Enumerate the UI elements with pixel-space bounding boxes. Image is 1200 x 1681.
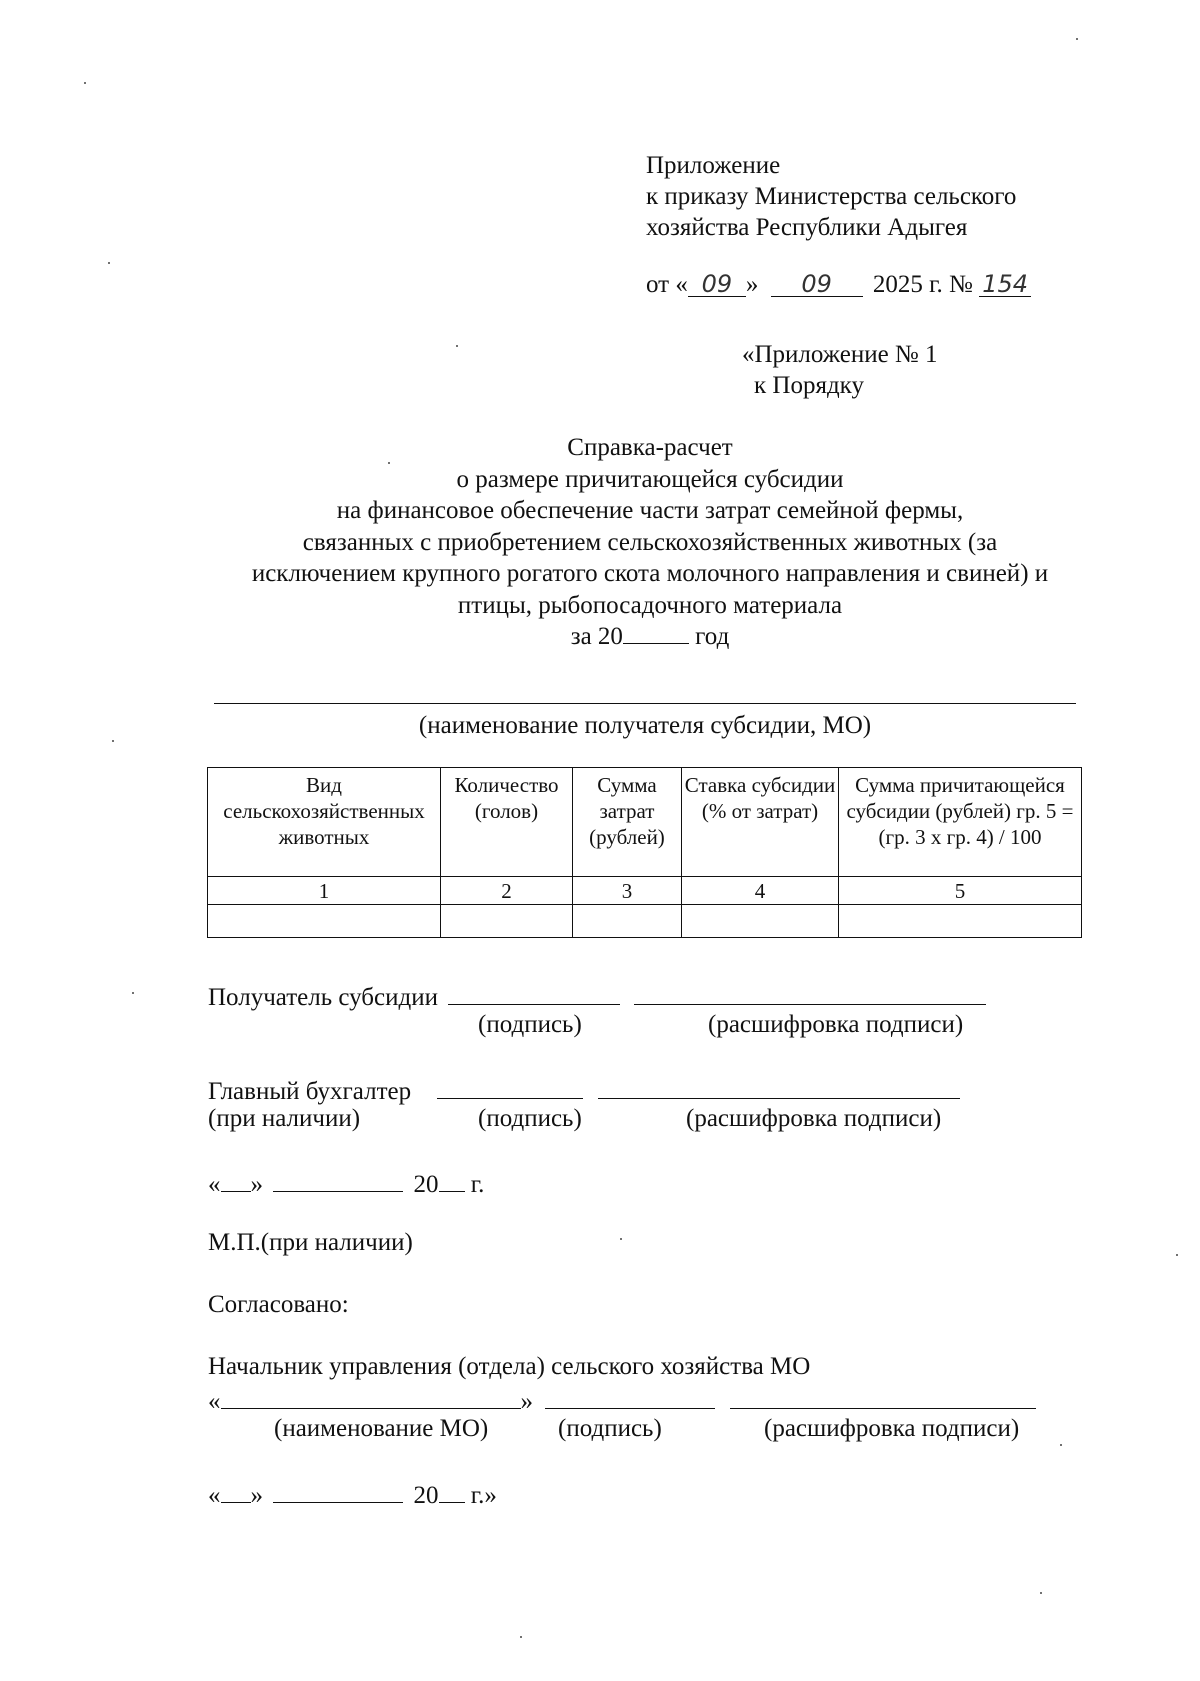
scan-speck [456, 345, 458, 347]
accountant-signature-row [208, 1074, 960, 1104]
date-row-1 [208, 1167, 484, 1197]
scan-speck [1176, 1254, 1178, 1256]
agreed-label: Согласовано: [208, 1291, 349, 1318]
scan-speck [132, 992, 134, 994]
date2-open: « [208, 1482, 221, 1509]
head-decoding-blank [730, 1384, 1036, 1409]
col-number-2: 2 [441, 877, 573, 905]
title-line-6: птицы, рыбопосадочного материала [457, 591, 843, 619]
accountant-decoding-caption: (расшифровка подписи) [686, 1105, 942, 1132]
date-open: « [208, 1171, 221, 1198]
title-line-4: связанных с приобретением сельскохозяйственных животных (за [302, 528, 998, 556]
order-month-handwritten: 09 [801, 270, 832, 298]
date-row-2 [208, 1478, 497, 1508]
table-number-row [208, 877, 1082, 905]
col-number-3: 3 [573, 877, 682, 905]
appendix-line-2: к Порядку [754, 372, 864, 399]
title-year-blank [623, 621, 689, 644]
order-mid: » [745, 271, 759, 298]
header-line-1: Приложение [646, 152, 781, 179]
order-number-handwritten: 154 [982, 270, 1029, 298]
header-rate: Ставка субсидии (% от затрат) [682, 768, 839, 877]
date2-year-blank [439, 1478, 465, 1503]
recipient-label: Получатель субсидии [208, 984, 438, 1011]
date2-close: » [250, 1482, 263, 1509]
recipient-name-line [214, 702, 1076, 704]
scan-speck [112, 740, 114, 742]
title-line-3: на финансовое обеспечение части затрат семейной фермы, [336, 497, 964, 524]
date-year: 20 [413, 1171, 439, 1198]
order-day-handwritten: 09 [701, 270, 733, 298]
title-line-1: Справка-расчет [567, 434, 733, 461]
accountant-decoding-blank [598, 1074, 960, 1099]
table-cell [839, 905, 1082, 938]
accountant-note: (при наличии) [208, 1105, 361, 1132]
table-cell [441, 905, 573, 938]
col-number-5: 5 [839, 877, 1082, 905]
order-date-line [646, 272, 1031, 297]
date2-suffix: г.» [470, 1482, 497, 1509]
head-decoding-caption: (расшифровка подписи) [764, 1415, 1020, 1442]
header-quantity: Количество (голов) [441, 768, 573, 877]
table-cell [208, 905, 441, 938]
date2-year: 20 [413, 1482, 439, 1509]
date-day-blank [221, 1167, 251, 1192]
order-day-field [688, 272, 746, 297]
head-label: Начальник управления (отдела) сельского хозяйства МО [208, 1353, 811, 1380]
col-number-1: 1 [208, 877, 441, 905]
mo-name-blank [221, 1384, 521, 1409]
col-number-4: 4 [682, 877, 839, 905]
order-number-field [979, 272, 1031, 297]
header-line-2: к приказу Министерства сельского [646, 183, 1017, 210]
date-close: » [250, 1171, 263, 1198]
scan-speck [84, 82, 86, 84]
title-line-7 [150, 621, 1150, 653]
table-cell [573, 905, 682, 938]
subsidy-table [207, 767, 1082, 938]
mo-caption: (наименование МО) [274, 1415, 489, 1442]
scan-speck [1060, 1444, 1062, 1446]
title-line-2: о размере причитающейся субсидии [456, 465, 844, 493]
header-line-3: хозяйства Республики Адыгея [646, 214, 968, 241]
stamp-note: М.П.(при наличии) [208, 1229, 413, 1256]
accountant-signature-caption: (подпись) [478, 1105, 582, 1132]
appendix-line-1: «Приложение № 1 [742, 341, 938, 368]
order-prefix: от « [646, 271, 688, 298]
date-suffix: г. [470, 1171, 485, 1198]
date2-month-blank [273, 1478, 403, 1503]
table-cell [682, 905, 839, 938]
appendix-header [646, 150, 1016, 243]
appendix-1-note [742, 339, 938, 401]
date-year-blank [439, 1167, 465, 1192]
recipient-caption: (наименование получателя субсидии, МО) [418, 712, 872, 739]
title-year-suffix: год [695, 623, 730, 650]
header-subsidy-amount: Сумма причитающейся субсидии (рублей) гр. 5 = (гр. 3 x гр. 4) / 100 [839, 768, 1082, 877]
document-title [150, 432, 1150, 653]
scan-speck [1040, 1592, 1042, 1594]
title-year-prefix: за 20 [570, 623, 623, 650]
date-month-blank [273, 1167, 403, 1192]
head-signature-caption: (подпись) [558, 1415, 662, 1442]
order-year-text: 2025 г. № [872, 271, 973, 298]
accountant-signature-blank [437, 1074, 583, 1099]
title-line-5: исключением крупного рогатого скота молочного направления и свиней) и [251, 560, 1049, 587]
scan-speck [520, 1636, 522, 1638]
mo-open: « [208, 1388, 221, 1415]
recipient-decoding-caption: (расшифровка подписи) [708, 1011, 964, 1038]
scan-speck [388, 462, 390, 464]
header-costs: Сумма затрат (рублей) [573, 768, 682, 877]
accountant-label: Главный бухгалтер [208, 1078, 412, 1105]
order-month-field [771, 272, 863, 297]
scan-speck [1076, 38, 1078, 40]
head-signature-blank [545, 1384, 715, 1409]
head-signature-row [208, 1384, 1036, 1414]
scan-speck [108, 262, 110, 264]
date2-day-blank [221, 1478, 251, 1503]
scan-speck [620, 1238, 622, 1240]
table-header-row [208, 768, 1082, 877]
recipient-signature-row [208, 980, 986, 1010]
mo-close: » [520, 1388, 533, 1415]
header-animal-type: Вид сельскохозяйственных животных [208, 768, 441, 877]
recipient-signature-caption: (подпись) [478, 1011, 582, 1038]
table-row [208, 905, 1082, 938]
recipient-decoding-blank [634, 980, 986, 1005]
recipient-signature-blank [448, 980, 620, 1005]
